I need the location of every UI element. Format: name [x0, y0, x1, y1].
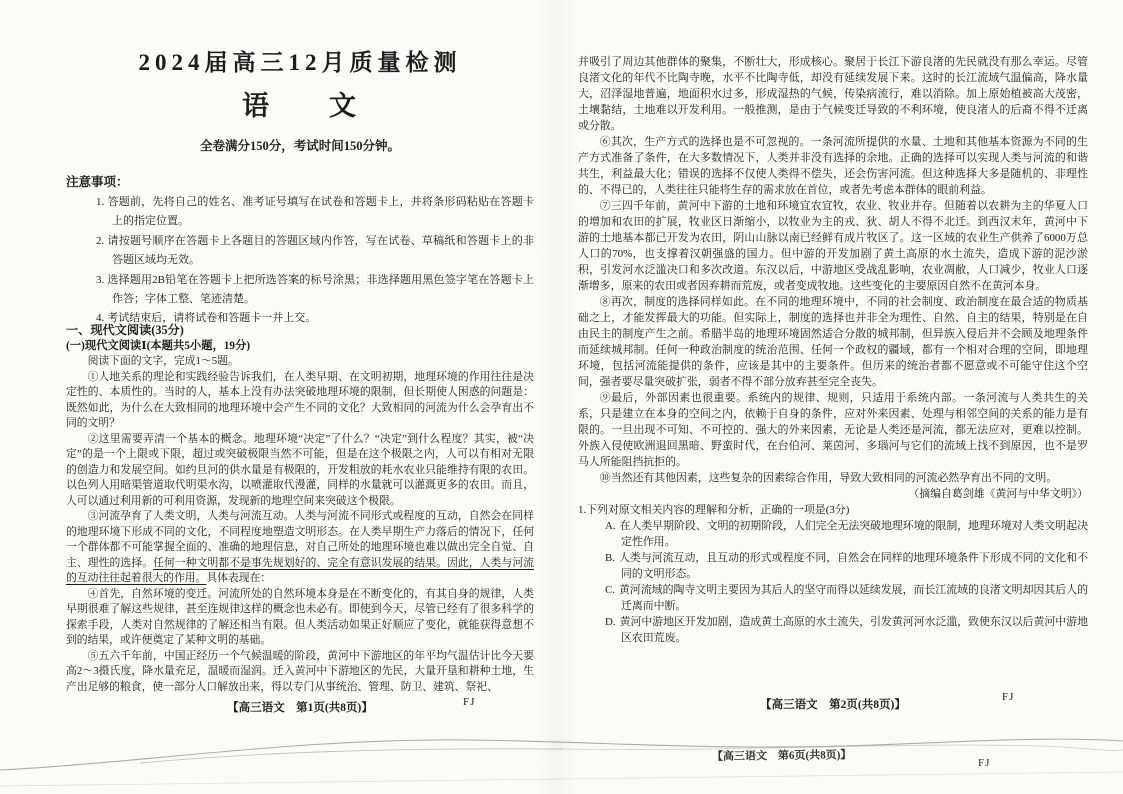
page1-header [66, 44, 534, 154]
paragraph-text: ⑥其次，生产方式的选择也是不可忽视的。一条河流所提供的水量、土地和其他基本资源为不同的生产方式准备了条件，在大多数情况下，人类并非没有选择的余地。正确的选择可以实现人类与河流的和谐共生，利益最大化；错误的选择不仅使人类得不偿失，还会伤害河流。但这种选择大多是随机的、非理性的、不得已的，人类往往只能将生存的需求放在首位，或者先考虑本群体的眼前利益。 [578, 136, 1088, 196]
paragraph-text: ⑤五六千年前，中国正经历一个气候温暖的阶段，黄河中下游地区的年平均气温估计比今天要高2～3摄氏度，降水量充足，温暖而湿润。迁入黄河中下游地区的先民，大量开垦和耕种土地，生产出足够的粮食，使一部分人口解放出来，得以专门从事统治、管理、防卫、建筑、祭祀、 [66, 649, 534, 693]
body-paragraph [578, 54, 1088, 134]
choice-option [578, 614, 1088, 646]
paragraph-text: ⑩当然还有其他因素，这些复杂的因素综合作用，导致大致相同的河流必然孕育出不同的文明。 [599, 472, 1058, 484]
section-heading: 一、现代文阅读(35分) [66, 323, 184, 337]
body-paragraph [66, 509, 534, 587]
body-paragraph [578, 470, 1088, 486]
option-label: D. [605, 616, 616, 628]
page2-paragraphs [578, 54, 1088, 486]
notice-item [96, 232, 534, 271]
page1-paragraphs [66, 370, 534, 696]
option-text: 在人类早期阶段、文明的初期阶段，人们完全无法突破地理环境的限制，地理环境对人类文明起决定性作用。 [619, 520, 1088, 548]
exam-score-line: 全卷满分150分，考试时间150分钟。 [199, 139, 400, 153]
option-text: 黄河中游地区开发加剧，造成黄土高原的水土流失，引发黄河河水泛滥，致使东汉以后黄河中游地区农田荒废。 [619, 616, 1088, 644]
notice-text: 答题前，先将自己的姓名、准考证号填写在试卷和答题卡上，并将条形码粘贴在答题卡上的指定位置。 [107, 196, 534, 228]
page2-footer-code: FJ [1002, 691, 1015, 703]
page-fold-shadow [538, 0, 578, 794]
page1-footer: 【高三语文 第1页(共8页)】 [227, 702, 373, 714]
body-paragraph [66, 432, 534, 510]
page2-footer: 【高三语文 第2页(共8页)】 [760, 699, 906, 711]
notice-text: 请按题号顺序在答题卡上各题目的答题区域内作答，写在试卷、草稿纸和答题卡上的非答题区域均无效。 [107, 234, 534, 267]
notice-item [96, 193, 534, 232]
option-label: C. [605, 584, 615, 596]
body-paragraph [66, 649, 534, 696]
choice-option [578, 518, 1088, 550]
under-sheet-footer: 【高三语文 第6页(共8页)】 [711, 749, 852, 763]
question1-stem: 1.下列对原文相关内容的理解和分析，正确的一项是(3分) [578, 504, 850, 516]
notice-heading: 注意事项： [66, 175, 129, 189]
reading-instruction: 阅读下面的文字，完成1～5题。 [87, 355, 239, 367]
page1-body [66, 322, 534, 695]
body-paragraph [66, 370, 534, 432]
notice-text: 考试结束后，请将试卷和答题卡一并上交。 [107, 312, 317, 325]
notice-number: 1. [96, 196, 105, 208]
choice-option [578, 582, 1088, 614]
option-text: 黄河流域的陶寺文明主要因为其后人的坚守而得以延续发展，而长江流域的良渚文明却因其后人的迁离而中断。 [619, 584, 1088, 612]
paragraph-text: 具体表现在： [206, 572, 272, 584]
notice-text: 选择题用2B铅笔在答题卡上把所选答案的标号涂黑；非选择题用黑色签字笔在答题卡上作答；字体工整、笔迹清楚。 [107, 273, 534, 306]
paragraph-text: ⑧再次，制度的选择同样如此。在不同的地理环境中，不同的社会制度、政治制度在最合适的物质基础之上，才能发挥最大的功能。但实际上，制度的选择也并非全为理性、自然、自主的结果，特别是在自由民主的制度产生之前。希腊半岛的地理环境固然适合分散的城邦制，但异族入侵后并不会顾及地理条件而延续城邦制。任何一种政治制度的统治范围、任何一个政权的疆域，都有一个相对合理的空间，即地理环境，包括河流能提供的条件，应该是其中的主要条件。但历来的统治者都不愿意或不可能守住这个空间，强者要尽量突破扩张，弱者不得不部分放弃甚至完全丧失。 [578, 296, 1088, 388]
exam-subject: 语 文 [242, 91, 358, 121]
under-sheet-footer-code: FJ [978, 757, 991, 769]
underlined-text: 任何一种文明都不是事先规划好的、完全有意识发展的结果。因此，人类与河流的互动往往起着很大的作用。 [66, 556, 535, 584]
exam-notices [66, 172, 534, 329]
notice-number: 4. [96, 312, 105, 325]
paragraph-text: ①人地关系的理论和实践经验告诉我们，在人类早期、在文明初期，地理环境的作用往往是决定性的、本质性的。当时的人，基本上没有办法突破地理环境的限制，但长期使人困惑的问题是：既然如此，为什么在大致相同的地理环境中会产生不同的文化？大致相同的河流为什么会孕育出不同的文明？ [66, 370, 534, 429]
option-text: 人类与河流互动，且互动的形式或程度不同，自然会在同样的地理环境条件下形成不同的文化和不同的文明形态。 [619, 552, 1088, 580]
question1-options [578, 518, 1088, 646]
body-paragraph [578, 134, 1088, 198]
option-label: A. [605, 520, 616, 532]
notice-list [66, 193, 534, 329]
notice-number: 3. [96, 273, 105, 286]
page2-body [578, 54, 1088, 646]
choice-option [578, 550, 1088, 582]
paragraph-text: ③河流孕育了人类文明，人类与河流互动。人类与河流不同形式或程度的互动，自然会在同样的地理环境下形成不同的文化，不同程度地塑造文明形态。在人类早期生产力落后的情况下，任何一个群体都不可能掌握全面的、准确的地理信息，对自己所处的地理环境也难以做出完全自觉、自主、理性的选择。 [66, 510, 534, 569]
notice-number: 2. [96, 234, 105, 247]
paragraph-text: ②这里需要弄清一个基本的概念。地理环境“决定”了什么？“决定”到什么程度？其实，被“决定”的是一个上限或下限，超过或突破极限当然不可能，但是在这个极限之内，人可以有相对无限的创造力和发展空间。如约旦河的供水量是有极限的，开发粗放的耗水农业只能维持有限的农田。以色列人用暗渠管道取代明渠水沟，以喷灌取代漫灌，同样的水量就可以灌溉更多的农田。而且，人可以通过利用新的可利用资源，发现新的地理空间来突破这个极限。 [66, 432, 534, 507]
paragraph-text: ⑦三四千年前，黄河中下游的土地和环境宜农宜牧，农业、牧业并存。但随着以农耕为主的华夏人口的增加和农田的扩展，牧业区日渐缩小，以牧业为主的戎、狄、胡人不得不北迁。到西汉末年，黄河中下游的土地基本都已开发为农田，阴山山脉以南已经鲜有成片牧区了。这一区域的农业生产供养了6000万总人口的70%，也支撑着汉朝强盛的国力。但中游的开发加剧了黄土高原的水土流失，造成下游的泥沙淤积，引发河水泛滥决口和多次改道。东汉以后，中游地区受战乱影响，农业凋敝，人口减少，牧业人口逐渐增多，原来的农田或者因弃耕而荒废，或者变成牧地。这些变化的主要原因自然不在黄河本身。 [578, 200, 1088, 292]
page1-footer-code: FJ [463, 696, 476, 708]
body-paragraph [578, 198, 1088, 294]
notice-item [96, 271, 534, 310]
body-paragraph [578, 390, 1088, 470]
exam-title: 2024届高三12月质量检测 [138, 50, 462, 75]
body-paragraph [66, 587, 534, 649]
paragraph-text: ④首先，自然环境的变迁。河流所处的自然环境本身是在不断变化的，有其自身的规律，人类早期很难了解这些规律，甚至连规律这样的概念也未必有。即使到今天，尽管已经有了很多科学的探索手段，人类对自然规律的了解还相当有限。但人类活动如果正好顺应了变化，就能获得意想不到的结果，或许便奠定了某种文明的基础。 [66, 587, 534, 646]
option-label: B. [605, 552, 615, 564]
paragraph-text: ⑨最后，外部因素也很重要。系统内的规律、规则，只适用于系统内部。一条河流与人类共生的关系，只是建立在本身的空间之内，依赖于自身的条件，应对外来因素、处理与相邻空间的关系的能力是有限的。一旦出现不可知、不可控的、强大的外来因素，无论是人类还是河流，都无法应对，更难以控制。外族入侵使欧洲退回黑暗、野蛮时代，在台伯河、莱茵河、多瑙河与它们的流域上找不到原因，也不是罗马人所能阻挡抗拒的。 [578, 392, 1088, 468]
subsection-heading: (一)现代文阅读Ⅰ(本题共5小题，19分) [66, 340, 251, 352]
source-attribution: （摘编自葛剑雄《黄河与中华文明》） [908, 488, 1088, 500]
paragraph-text: 并吸引了周边其他群体的聚集，不断壮大，形成核心。聚居于长江下游良渚的先民就没有那么幸运。尽管良渚文化的年代不比陶寺晚，水平不比陶寺低，却没有延续发展下来。这时的长江流域气温偏高，降水量大，沼泽湿地普遍，地面积水过多，形成湿热的气候，传染病流行，难以消除。加上原始植被高大茂密，土壤黏结，土地难以开发利用。一般推测，是由于气候变迁导致的不利环境，使良渚人的后裔不得不迁离或分散。 [578, 56, 1088, 132]
body-paragraph [578, 294, 1088, 390]
